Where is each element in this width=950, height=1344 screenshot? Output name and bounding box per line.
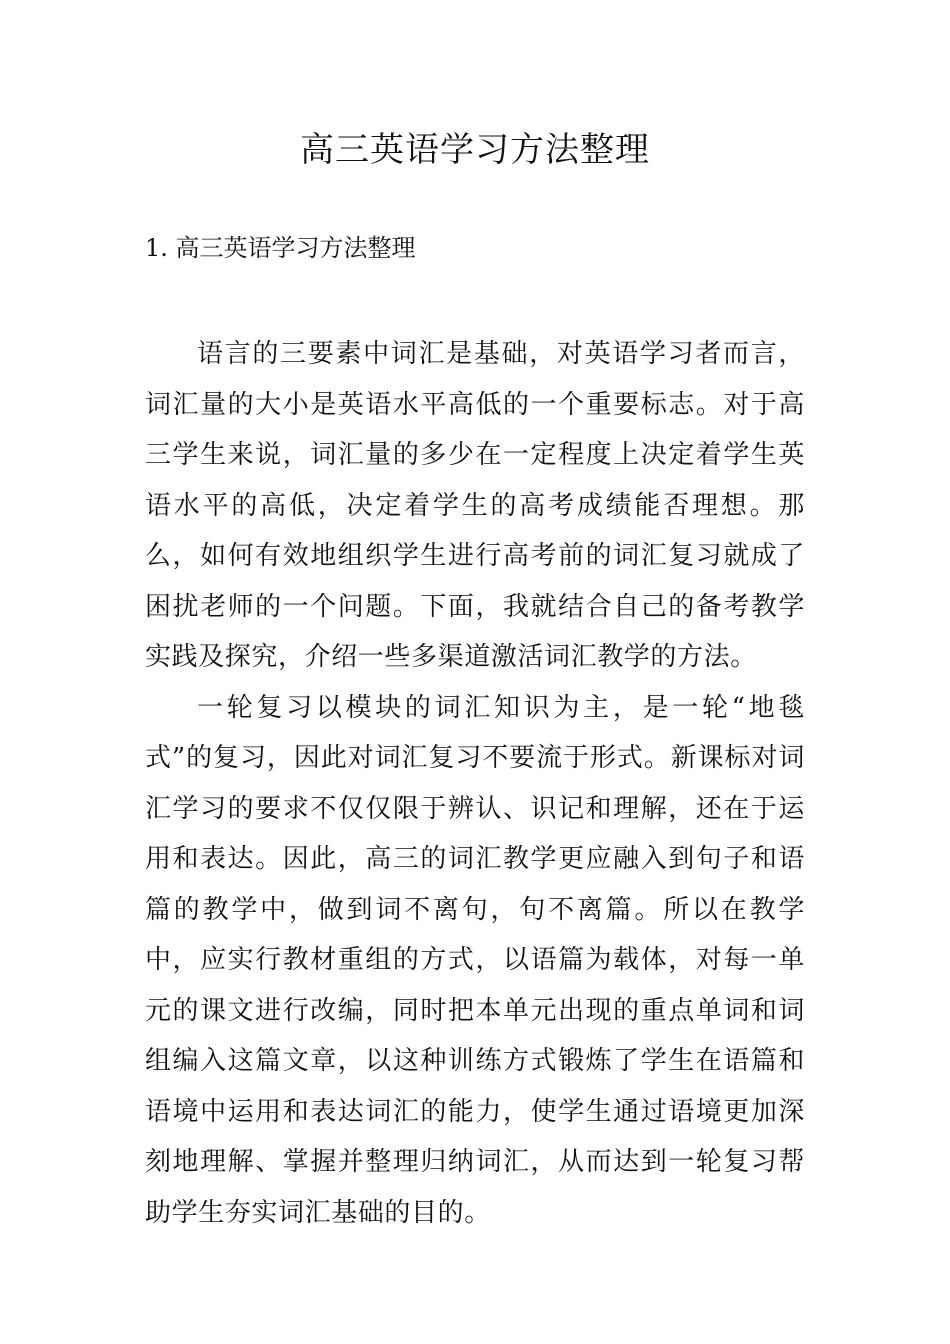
document-title: 高三英语学习方法整理 — [300, 130, 650, 170]
section-heading: 1. 高三英语学习方法整理 — [145, 234, 416, 262]
paragraph-1: 语言的三要素中词汇是基础，对英语学习者而言，词汇量的大小是英语水平高低的一个重要标志。对于高三学生来说，词汇量的多少在一定程度上决定着学生英语水平的高低，决定着学生的高考成绩能否理想。那么，如何有效地组织学生进行高考前的词汇复习就成了困扰老师的一个问题。下面，我就结合自己的备考教学实践及探究，介绍一些多渠道激活词汇教学的方法。 — [145, 339, 805, 672]
document-body — [145, 329, 805, 1238]
paragraph-2: 一轮复习以模块的词汇知识为主，是一轮“地毯式”的复习，因此对词汇复习不要流于形式。新课标对词汇学习的要求不仅仅限于辨认、识记和理解，还在于运用和表达。因此，高三的词汇教学更应融入到句子和语篇的教学中，做到词不离句，句不离篇。所以在教学中，应实行教材重组的方式，以语篇为载体，对每一单元的课文进行改编，同时把本单元出现的重点单词和词组编入这篇文章，以这种训练方式锻炼了学生在语篇和语境中运用和表达词汇的能力，使学生通过语境更加深刻地理解、掌握并整理归纳词汇，从而达到一轮复习帮助学生夯实词汇基础的目的。 — [145, 692, 805, 1228]
